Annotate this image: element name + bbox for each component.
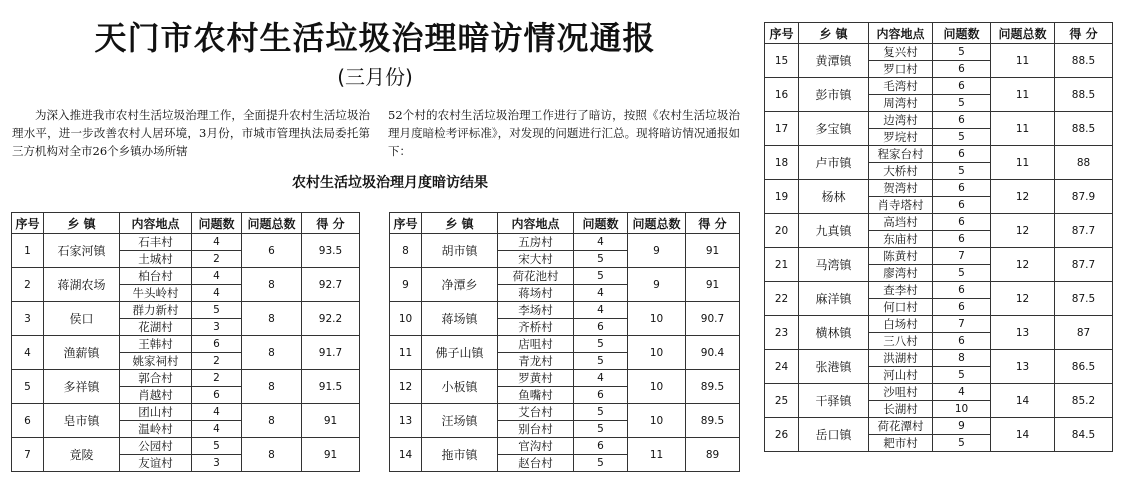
row-number: 22 (765, 282, 799, 316)
score: 88.5 (1055, 44, 1113, 78)
row-number: 14 (390, 438, 422, 472)
issue-count: 5 (933, 367, 991, 384)
row-number: 16 (765, 78, 799, 112)
issue-count: 6 (933, 299, 991, 316)
village-name: 毛湾村 (869, 78, 933, 95)
score: 87 (1055, 316, 1113, 350)
issue-count: 6 (933, 231, 991, 248)
row-number: 6 (12, 404, 44, 438)
village-name: 李场村 (498, 302, 574, 319)
village-name: 长湖村 (869, 401, 933, 418)
issue-count: 4 (192, 404, 242, 421)
village-name: 艾台村 (498, 404, 574, 421)
issue-count: 5 (933, 44, 991, 61)
row-number: 17 (765, 112, 799, 146)
issue-total: 8 (242, 370, 302, 404)
issue-total: 10 (628, 404, 686, 438)
village-name: 鱼嘴村 (498, 387, 574, 404)
issue-count: 5 (192, 438, 242, 455)
table-row (12, 370, 360, 387)
village-name: 廖湾村 (869, 265, 933, 282)
col-header-town: 乡 镇 (799, 23, 869, 44)
col-header-score: 得 分 (302, 213, 360, 234)
issue-count: 6 (933, 78, 991, 95)
town-name: 小板镇 (422, 370, 498, 404)
village-name: 耙市村 (869, 435, 933, 452)
issue-count: 5 (933, 435, 991, 452)
village-name: 友谊村 (120, 455, 192, 472)
col-header-total: 问题总数 (628, 213, 686, 234)
score: 89.5 (686, 404, 740, 438)
town-name: 侯口 (44, 302, 120, 336)
village-name: 荷花池村 (498, 268, 574, 285)
issue-count: 3 (192, 455, 242, 472)
issue-total: 9 (628, 268, 686, 302)
table-row (765, 316, 1113, 333)
village-name: 官沟村 (498, 438, 574, 455)
issue-count: 4 (574, 234, 628, 251)
row-number: 13 (390, 404, 422, 438)
issue-count: 6 (933, 180, 991, 197)
village-name: 团山村 (120, 404, 192, 421)
village-name: 赵台村 (498, 455, 574, 472)
col-header-count: 问题数 (192, 213, 242, 234)
town-name: 蒋场镇 (422, 302, 498, 336)
table-row (765, 112, 1113, 129)
village-name: 郭合村 (120, 370, 192, 387)
village-name: 青龙村 (498, 353, 574, 370)
score: 84.5 (1055, 418, 1113, 452)
issue-total: 12 (991, 180, 1055, 214)
table-row (765, 418, 1113, 435)
town-name: 麻洋镇 (799, 282, 869, 316)
issue-count: 10 (933, 401, 991, 418)
town-name: 竟陵 (44, 438, 120, 472)
issue-count: 7 (933, 316, 991, 333)
issue-count: 5 (933, 95, 991, 112)
town-name: 渔薪镇 (44, 336, 120, 370)
score: 89 (686, 438, 740, 472)
town-name: 拖市镇 (422, 438, 498, 472)
village-name: 大桥村 (869, 163, 933, 180)
village-name: 高垱村 (869, 214, 933, 231)
issue-count: 4 (933, 384, 991, 401)
issue-count: 6 (933, 333, 991, 350)
issue-count: 5 (574, 336, 628, 353)
town-name: 岳口镇 (799, 418, 869, 452)
col-header-location: 内容地点 (869, 23, 933, 44)
village-name: 复兴村 (869, 44, 933, 61)
issue-total: 10 (628, 336, 686, 370)
town-name: 多宝镇 (799, 112, 869, 146)
issue-total: 12 (991, 214, 1055, 248)
score: 90.7 (686, 302, 740, 336)
score: 86.5 (1055, 350, 1113, 384)
issue-total: 11 (991, 146, 1055, 180)
table-row (765, 248, 1113, 265)
col-header-no: 序号 (390, 213, 422, 234)
village-name: 白场村 (869, 316, 933, 333)
issue-total: 6 (242, 234, 302, 268)
table-row (12, 302, 360, 319)
table-row (765, 146, 1113, 163)
score: 91 (302, 404, 360, 438)
table-row (12, 336, 360, 353)
village-name: 群力新村 (120, 302, 192, 319)
score: 92.7 (302, 268, 360, 302)
village-name: 宋大村 (498, 251, 574, 268)
issue-total: 11 (991, 112, 1055, 146)
issue-count: 7 (933, 248, 991, 265)
issue-count: 6 (933, 112, 991, 129)
issue-count: 4 (574, 285, 628, 302)
issue-total: 13 (991, 350, 1055, 384)
town-name: 胡市镇 (422, 234, 498, 268)
issue-count: 5 (574, 268, 628, 285)
intro-paragraph-right: 52个村的农村生活垃圾治理工作进行了暗访，按照《农村生活垃圾治理月度暗检考评标准》，对发现的问题进行汇总。现将暗访情况通报如下： (388, 108, 740, 158)
issue-count: 5 (574, 455, 628, 472)
village-name: 边湾村 (869, 112, 933, 129)
table-row (765, 350, 1113, 367)
table-row (390, 404, 740, 421)
issue-count: 3 (192, 319, 242, 336)
table-row (765, 44, 1113, 61)
village-name: 蒋场村 (498, 285, 574, 302)
col-header-score: 得 分 (1055, 23, 1113, 44)
village-name: 周湾村 (869, 95, 933, 112)
village-name: 何口村 (869, 299, 933, 316)
issue-count: 2 (192, 251, 242, 268)
row-number: 24 (765, 350, 799, 384)
table-row (390, 438, 740, 455)
col-header-no: 序号 (765, 23, 799, 44)
row-number: 7 (12, 438, 44, 472)
table-header-row (390, 213, 740, 234)
village-name: 东庙村 (869, 231, 933, 248)
village-name: 公园村 (120, 438, 192, 455)
town-name: 干驿镇 (799, 384, 869, 418)
col-header-no: 序号 (12, 213, 44, 234)
village-name: 荷花潭村 (869, 418, 933, 435)
village-name: 贺湾村 (869, 180, 933, 197)
village-name: 肖越村 (120, 387, 192, 404)
town-name: 马湾镇 (799, 248, 869, 282)
results-table-3 (764, 22, 1113, 452)
issue-count: 5 (192, 302, 242, 319)
table-row (390, 336, 740, 353)
issue-count: 4 (192, 421, 242, 438)
issue-total: 12 (991, 248, 1055, 282)
issue-count: 6 (574, 438, 628, 455)
issue-total: 10 (628, 302, 686, 336)
report-title: 天门市农村生活垃圾治理暗访情况通报 (94, 19, 656, 57)
table-row (390, 268, 740, 285)
issue-total: 11 (628, 438, 686, 472)
issue-count: 4 (192, 285, 242, 302)
row-number: 8 (390, 234, 422, 268)
row-number: 11 (390, 336, 422, 370)
table-row (390, 370, 740, 387)
issue-count: 5 (574, 251, 628, 268)
table-row (765, 78, 1113, 95)
col-header-total: 问题总数 (242, 213, 302, 234)
town-name: 张港镇 (799, 350, 869, 384)
issue-count: 6 (192, 387, 242, 404)
score: 91.7 (302, 336, 360, 370)
village-name: 程家台村 (869, 146, 933, 163)
issue-count: 8 (933, 350, 991, 367)
score: 87.5 (1055, 282, 1113, 316)
town-name: 净潭乡 (422, 268, 498, 302)
row-number: 19 (765, 180, 799, 214)
issue-count: 6 (933, 146, 991, 163)
col-header-location: 内容地点 (498, 213, 574, 234)
issue-count: 9 (933, 418, 991, 435)
col-header-town: 乡 镇 (422, 213, 498, 234)
row-number: 5 (12, 370, 44, 404)
score: 88.5 (1055, 78, 1113, 112)
village-name: 五房村 (498, 234, 574, 251)
issue-count: 5 (933, 163, 991, 180)
town-name: 横林镇 (799, 316, 869, 350)
score: 88.5 (1055, 112, 1113, 146)
issue-total: 10 (628, 370, 686, 404)
score: 92.2 (302, 302, 360, 336)
issue-count: 5 (933, 129, 991, 146)
issue-count: 6 (574, 319, 628, 336)
village-name: 温岭村 (120, 421, 192, 438)
issue-total: 8 (242, 302, 302, 336)
score: 85.2 (1055, 384, 1113, 418)
table-header-row (765, 23, 1113, 44)
score: 91 (302, 438, 360, 472)
village-name: 石丰村 (120, 234, 192, 251)
village-name: 肖寺塔村 (869, 197, 933, 214)
village-name: 姚家祠村 (120, 353, 192, 370)
col-header-town: 乡 镇 (44, 213, 120, 234)
score: 93.5 (302, 234, 360, 268)
row-number: 2 (12, 268, 44, 302)
town-name: 黄潭镇 (799, 44, 869, 78)
village-name: 柏台村 (120, 268, 192, 285)
town-name: 石家河镇 (44, 234, 120, 268)
row-number: 26 (765, 418, 799, 452)
results-section-title: 农村生活垃圾治理月度暗访结果 (292, 175, 488, 191)
score: 91.5 (302, 370, 360, 404)
town-name: 彭市镇 (799, 78, 869, 112)
issue-total: 11 (991, 44, 1055, 78)
results-table-2 (389, 212, 740, 472)
issue-count: 6 (192, 336, 242, 353)
village-name: 别台村 (498, 421, 574, 438)
issue-count: 5 (574, 353, 628, 370)
village-name: 罗垸村 (869, 129, 933, 146)
village-name: 洪湖村 (869, 350, 933, 367)
issue-total: 14 (991, 384, 1055, 418)
table-row (390, 302, 740, 319)
table-row (390, 234, 740, 251)
village-name: 河山村 (869, 367, 933, 384)
issue-count: 6 (933, 197, 991, 214)
table-header-row (12, 213, 360, 234)
issue-total: 12 (991, 282, 1055, 316)
village-name: 三八村 (869, 333, 933, 350)
town-name: 卢市镇 (799, 146, 869, 180)
issue-total: 9 (628, 234, 686, 268)
town-name: 佛子山镇 (422, 336, 498, 370)
town-name: 皂市镇 (44, 404, 120, 438)
row-number: 3 (12, 302, 44, 336)
row-number: 10 (390, 302, 422, 336)
col-header-count: 问题数 (574, 213, 628, 234)
town-name: 多祥镇 (44, 370, 120, 404)
score: 88 (1055, 146, 1113, 180)
col-header-score: 得 分 (686, 213, 740, 234)
town-name: 九真镇 (799, 214, 869, 248)
village-name: 查李村 (869, 282, 933, 299)
score: 91 (686, 234, 740, 268)
table-row (12, 404, 360, 421)
row-number: 9 (390, 268, 422, 302)
issue-count: 6 (933, 61, 991, 78)
intro-paragraph-left: 为深入推进我市农村生活垃圾治理工作，全面提升农村生活垃圾治理水平，进一步改善农村人居环境，3月份，市城市管理执法局委托第三方机构对全市26个乡镇办场所辖 (12, 108, 370, 158)
issue-count: 5 (574, 421, 628, 438)
village-name: 花湖村 (120, 319, 192, 336)
village-name: 齐桥村 (498, 319, 574, 336)
town-name: 蒋湖农场 (44, 268, 120, 302)
score: 87.7 (1055, 248, 1113, 282)
col-header-total: 问题总数 (991, 23, 1055, 44)
score: 87.7 (1055, 214, 1113, 248)
issue-count: 5 (933, 265, 991, 282)
table-row (765, 214, 1113, 231)
row-number: 21 (765, 248, 799, 282)
row-number: 1 (12, 234, 44, 268)
table-row (765, 384, 1113, 401)
score: 90.4 (686, 336, 740, 370)
village-name: 陈黄村 (869, 248, 933, 265)
report-subtitle: (三月份) (337, 65, 413, 89)
results-table-1 (11, 212, 360, 472)
issue-count: 4 (192, 234, 242, 251)
town-name: 汪场镇 (422, 404, 498, 438)
town-name: 杨林 (799, 180, 869, 214)
col-header-count: 问题数 (933, 23, 991, 44)
village-name: 王韩村 (120, 336, 192, 353)
table-row (765, 180, 1113, 197)
row-number: 20 (765, 214, 799, 248)
issue-total: 8 (242, 336, 302, 370)
issue-count: 2 (192, 353, 242, 370)
issue-count: 6 (933, 214, 991, 231)
issue-count: 6 (574, 387, 628, 404)
score: 87.9 (1055, 180, 1113, 214)
row-number: 4 (12, 336, 44, 370)
col-header-location: 内容地点 (120, 213, 192, 234)
table-row (12, 234, 360, 251)
village-name: 罗口村 (869, 61, 933, 78)
row-number: 18 (765, 146, 799, 180)
table-row (12, 438, 360, 455)
issue-total: 8 (242, 268, 302, 302)
row-number: 25 (765, 384, 799, 418)
issue-count: 4 (574, 302, 628, 319)
issue-total: 8 (242, 438, 302, 472)
issue-count: 6 (933, 282, 991, 299)
score: 91 (686, 268, 740, 302)
village-name: 牛头岭村 (120, 285, 192, 302)
issue-count: 2 (192, 370, 242, 387)
village-name: 罗黄村 (498, 370, 574, 387)
issue-count: 4 (574, 370, 628, 387)
row-number: 23 (765, 316, 799, 350)
village-name: 店咀村 (498, 336, 574, 353)
row-number: 12 (390, 370, 422, 404)
issue-count: 5 (574, 404, 628, 421)
issue-count: 4 (192, 268, 242, 285)
village-name: 沙咀村 (869, 384, 933, 401)
issue-total: 13 (991, 316, 1055, 350)
score: 89.5 (686, 370, 740, 404)
issue-total: 14 (991, 418, 1055, 452)
issue-total: 8 (242, 404, 302, 438)
row-number: 15 (765, 44, 799, 78)
village-name: 土城村 (120, 251, 192, 268)
table-row (765, 282, 1113, 299)
issue-total: 11 (991, 78, 1055, 112)
table-row (12, 268, 360, 285)
